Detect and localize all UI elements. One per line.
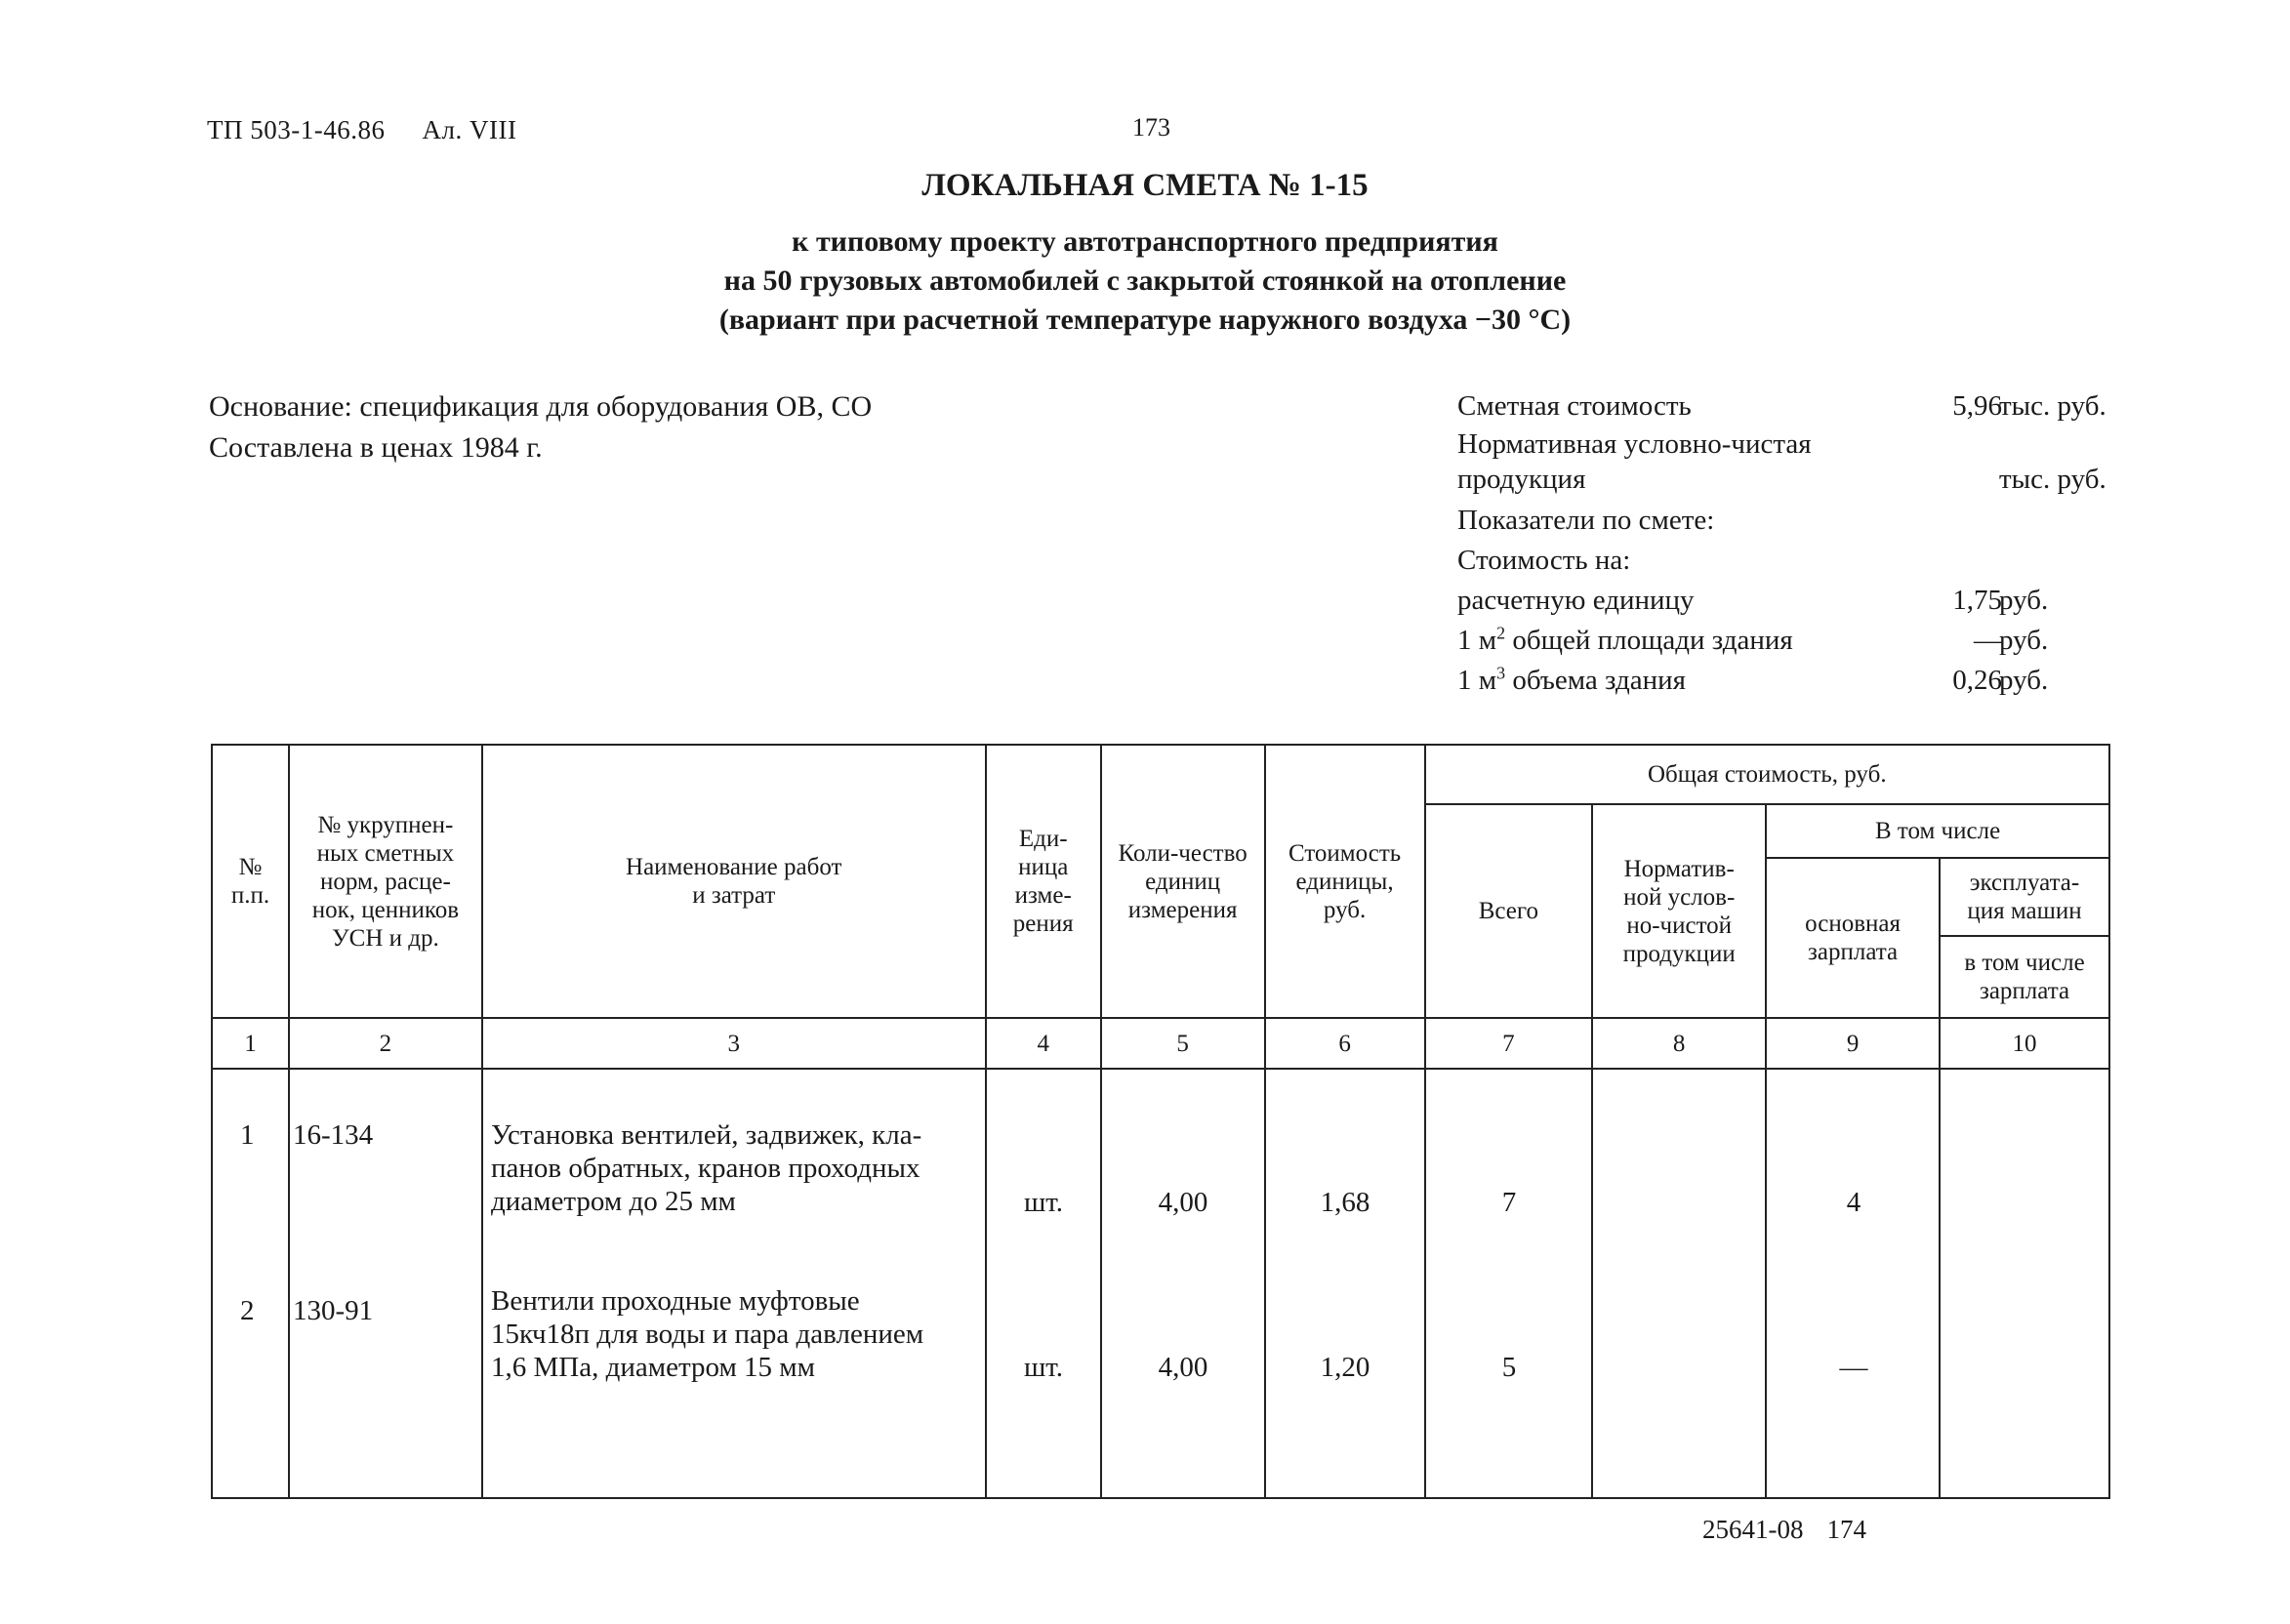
- normative-product-label: Нормативная условно-чистая: [1457, 428, 1812, 460]
- col-header-norm: № укрупнен-ных сметных норм, расце-нок, ценников УСН и др.: [289, 745, 482, 1018]
- col-number: 4: [986, 1018, 1101, 1069]
- row-2-total: 5: [1501, 1352, 1517, 1383]
- per-volume-value: 0,26: [1952, 665, 2002, 696]
- col-number: 3: [482, 1018, 986, 1069]
- indicators-heading-row: [1457, 501, 2121, 541]
- per-unit-label: расчетную единицу: [1457, 585, 1695, 616]
- col-header-all: Всего: [1425, 804, 1593, 1018]
- column-numbers-row: [212, 1018, 2109, 1069]
- col-header-total: Общая стоимость, руб.: [1425, 745, 2109, 804]
- row-1-price: 1,68: [1320, 1187, 1370, 1218]
- col-header-unit: Еди-ница изме-рения: [986, 745, 1101, 1018]
- estimated-cost-label: Сметная стоимость: [1457, 390, 1692, 422]
- row-1-total: 7: [1501, 1187, 1517, 1218]
- normative-product-label-2: продукция: [1457, 464, 1586, 495]
- col-number: 1: [212, 1018, 289, 1069]
- per-volume-label: 1 $м^3$ объема здания: [1457, 663, 1686, 696]
- estimated-cost-unit: тыс. руб.: [1999, 390, 2106, 422]
- per-area-row: [1457, 621, 2121, 661]
- basis-line: Основание: спецификация для оборудования ОВ, СО: [209, 390, 873, 423]
- col-header-machines: эксплуата-ция машин: [1940, 858, 2109, 936]
- footer-page: 174: [1826, 1515, 1866, 1544]
- normative-product-row: [1457, 426, 2121, 501]
- per-area-unit: руб.: [1999, 625, 2049, 656]
- page-number: 173: [1132, 113, 1170, 142]
- page-title: ЛОКАЛЬНАЯ СМЕТА № 1-15: [921, 168, 1369, 203]
- estimated-cost-value: 5,96: [1952, 390, 2002, 422]
- col-header-no: № п.п.: [212, 745, 289, 1018]
- row-1-name: Установка вентилей, задвижек, кла- панов обратных, кранов проходных диаметром до 25 мм: [491, 1119, 922, 1217]
- col-header-name: Наименование работ и затрат: [482, 745, 986, 1018]
- col-header-including: В том числе: [1766, 804, 2109, 858]
- per-area-value: —: [1974, 625, 2002, 656]
- col-number: 7: [1425, 1018, 1593, 1069]
- page-subtitle: [0, 223, 2290, 340]
- subtitle-line-3: (вариант при расчетной температуре наружного воздуха −30 °С): [718, 304, 1572, 336]
- doc-header: [207, 115, 516, 145]
- prices-year-line: Составлена в ценах 1984 г.: [209, 431, 543, 464]
- col-number: 2: [289, 1018, 482, 1069]
- per-unit-value: 1,75: [1952, 585, 2002, 616]
- row-1-no: 1: [240, 1119, 255, 1151]
- row-1-salary: 4: [1846, 1187, 1861, 1218]
- footer-code: 25641-08: [1702, 1515, 1804, 1544]
- col-number: 8: [1592, 1018, 1766, 1069]
- row-1-qty: 4,00: [1158, 1187, 1208, 1218]
- row-2-salary: —: [1839, 1352, 1868, 1383]
- col-header-normprod: Норматив-ной услов-но-чистой продукции: [1592, 804, 1766, 1018]
- per-unit-row: [1457, 581, 2121, 621]
- row-2-qty: 4,00: [1158, 1352, 1208, 1383]
- indicators-block: [1457, 386, 2121, 701]
- estimated-cost-row: [1457, 386, 2121, 426]
- row-1-unit: шт.: [1023, 1187, 1064, 1218]
- per-unit-unit: руб.: [1999, 585, 2049, 616]
- row-1-code: 16-134: [293, 1119, 374, 1151]
- indicators-heading: Показатели по смете:: [1457, 505, 1715, 536]
- subtitle-line-2: на 50 грузовых автомобилей с закрытой стоянкой на отопление: [723, 264, 1567, 297]
- col-number: 9: [1766, 1018, 1940, 1069]
- col-number: 10: [1940, 1018, 2109, 1069]
- row-2-price: 1,20: [1320, 1352, 1370, 1383]
- doc-code: ТП 503-1-46.86: [207, 115, 386, 144]
- row-2-name: Вентили проходные муфтовые 15кч18п для воды и пара давлением 1,6 МПа, диаметром 15 мм: [491, 1285, 924, 1383]
- cost-per-heading-row: [1457, 541, 2121, 581]
- row-2-no: 2: [240, 1295, 255, 1326]
- row-2-code: 130-91: [293, 1295, 374, 1326]
- row-2-unit: шт.: [1023, 1352, 1064, 1383]
- page-footer: [1702, 1515, 1866, 1545]
- basis-block: [209, 386, 872, 468]
- col-number: 5: [1101, 1018, 1265, 1069]
- cost-per-heading: Стоимость на:: [1457, 545, 1631, 576]
- subtitle-line-1: к типовому проекту автотранспортного предприятия: [792, 225, 1498, 258]
- col-number: 6: [1265, 1018, 1425, 1069]
- col-header-salary: основная зарплата: [1766, 858, 1940, 1018]
- per-volume-row: [1457, 661, 2121, 701]
- per-area-label: 1 $м^2$ общей площади здания: [1457, 623, 1793, 656]
- col-header-qty: Коли-чество единиц измерения: [1101, 745, 1265, 1018]
- album-label: Ал. VIII: [422, 115, 517, 144]
- normative-product-unit: тыс. руб.: [1999, 464, 2106, 495]
- per-volume-unit: руб.: [1999, 665, 2049, 696]
- col-header-price: Стоимость единицы, руб.: [1265, 745, 1425, 1018]
- col-header-machines-salary: в том числе зарплата: [1940, 936, 2109, 1018]
